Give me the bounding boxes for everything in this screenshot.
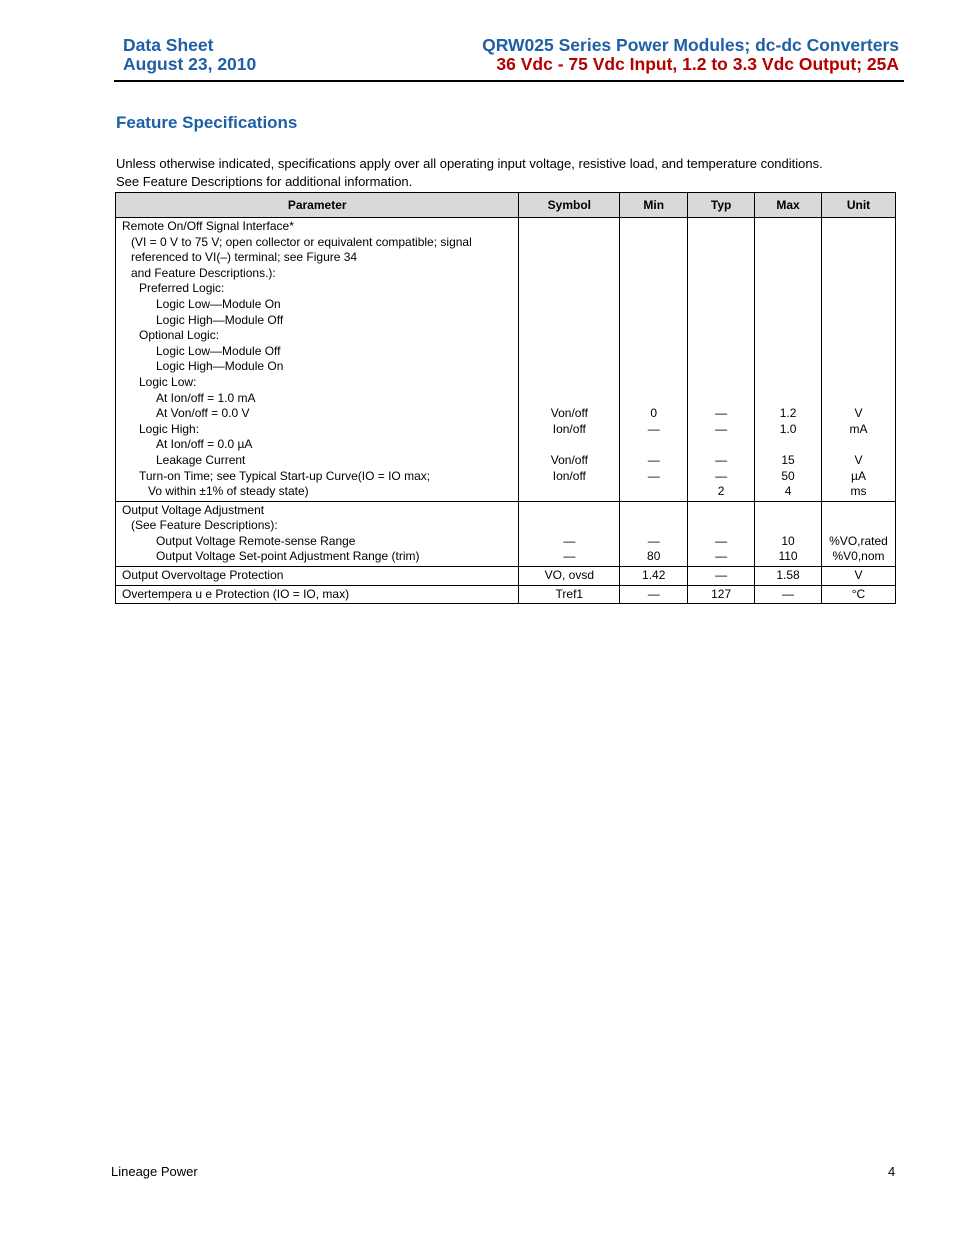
feature-spec-table bbox=[115, 192, 896, 604]
product-subtitle: 36 Vdc - 75 Vdc Input, 1.2 to 3.3 Vdc Output; 25A bbox=[496, 54, 899, 74]
cell-symbol bbox=[519, 585, 620, 604]
param-line: Optional Logic: bbox=[139, 328, 220, 343]
min-value: 0 bbox=[650, 406, 658, 421]
doc-header-left bbox=[123, 36, 256, 74]
typ-value: — bbox=[715, 549, 728, 564]
header-divider bbox=[114, 80, 904, 82]
cell-unit bbox=[821, 501, 895, 566]
typ-value: — bbox=[715, 533, 728, 548]
cell-symbol bbox=[519, 218, 620, 502]
table-header-row bbox=[116, 193, 896, 218]
cell-unit bbox=[821, 218, 895, 502]
product-title: QRW025 Series Power Modules; dc-dc Converters bbox=[482, 35, 899, 55]
typ-value: — bbox=[715, 421, 728, 436]
param-line: At Von/off = 0.0 V bbox=[156, 406, 250, 421]
unit-value: %V0,nom bbox=[832, 549, 885, 564]
col-header-parameter: Parameter bbox=[116, 193, 519, 218]
unit-value: °C bbox=[851, 586, 866, 601]
cell-max bbox=[755, 218, 822, 502]
max-value: 4 bbox=[784, 484, 792, 499]
min-value: — bbox=[647, 421, 660, 436]
unit-value: V bbox=[854, 452, 863, 467]
max-value: 50 bbox=[781, 468, 795, 483]
col-header-max: Max bbox=[755, 193, 822, 218]
max-value: 10 bbox=[781, 533, 795, 548]
cell-unit bbox=[821, 585, 895, 604]
typ-value: — bbox=[715, 452, 728, 467]
symbol-value: Von/off bbox=[550, 406, 588, 421]
param-line: referenced to VI(–) terminal; see Figure 34 bbox=[131, 250, 358, 265]
max-value: 15 bbox=[781, 452, 795, 467]
typ-value: 127 bbox=[711, 586, 732, 601]
col-header-symbol: Symbol bbox=[519, 193, 620, 218]
param-line: Logic High: bbox=[139, 421, 200, 436]
cell-parameter bbox=[116, 501, 519, 566]
param-line: (See Feature Descriptions): bbox=[131, 518, 278, 533]
symbol-value: Ion/off bbox=[552, 421, 586, 436]
col-header-typ: Typ bbox=[688, 193, 755, 218]
param-line: Logic Low: bbox=[139, 374, 197, 389]
param-line: At Ion/off = 0.0 µA bbox=[156, 437, 253, 452]
param-line: Logic High—Module Off bbox=[156, 312, 284, 327]
typ-value: — bbox=[715, 406, 728, 421]
symbol-value: Von/off bbox=[550, 452, 588, 467]
param-line: Turn-on Time; see Typical Start-up Curve(IO = IO max; bbox=[139, 468, 431, 483]
symbol-value: Tref1 bbox=[555, 586, 584, 601]
param-line: Overtempera u e Protection (IO = IO, max) bbox=[122, 586, 350, 601]
symbol-value: — bbox=[563, 549, 576, 564]
section-title: Feature Specifications bbox=[116, 113, 298, 132]
page-number: 4 bbox=[888, 1164, 896, 1179]
param-line: Logic High—Module On bbox=[156, 359, 284, 374]
cell-max bbox=[755, 585, 822, 604]
param-line: Output Voltage Set-point Adjustment Range (trim) bbox=[156, 549, 420, 564]
unit-value: %VO,rated bbox=[829, 533, 888, 548]
doc-header-right bbox=[482, 36, 899, 74]
min-value: 80 bbox=[647, 549, 661, 564]
intro-line-2: See Feature Descriptions for additional information. bbox=[116, 174, 413, 189]
table-row bbox=[116, 585, 896, 604]
cell-parameter bbox=[116, 585, 519, 604]
doc-date: August 23, 2010 bbox=[123, 54, 257, 74]
param-line: Output Overvoltage Protection bbox=[122, 568, 284, 583]
symbol-value: VO, ovsd bbox=[544, 568, 594, 583]
max-value: — bbox=[782, 586, 795, 601]
param-line: Vo within ±1% of steady state) bbox=[148, 484, 309, 499]
param-line: At Ion/off = 1.0 mA bbox=[156, 390, 256, 405]
typ-value: — bbox=[715, 468, 728, 483]
table-row bbox=[116, 218, 896, 502]
cell-symbol bbox=[519, 567, 620, 586]
cell-max bbox=[755, 501, 822, 566]
col-header-unit: Unit bbox=[821, 193, 895, 218]
min-value: — bbox=[647, 468, 660, 483]
cell-typ bbox=[688, 218, 755, 502]
param-line: (VI = 0 V to 75 V; open collector or equivalent compatible; signal bbox=[131, 234, 472, 249]
cell-min bbox=[620, 218, 688, 502]
max-value: 1.2 bbox=[779, 406, 797, 421]
unit-value: ms bbox=[850, 484, 867, 499]
cell-parameter bbox=[116, 567, 519, 586]
cell-typ bbox=[688, 501, 755, 566]
max-value: 1.58 bbox=[776, 568, 800, 583]
cell-min bbox=[620, 585, 688, 604]
param-line: Output Voltage Remote-sense Range bbox=[156, 533, 356, 548]
param-line: and Feature Descriptions.): bbox=[131, 265, 276, 280]
unit-value: V bbox=[854, 568, 863, 583]
min-value: — bbox=[647, 452, 660, 467]
param-line: Logic Low—Module Off bbox=[156, 343, 281, 358]
unit-value: µA bbox=[851, 468, 866, 483]
unit-value: V bbox=[854, 406, 863, 421]
table-row bbox=[116, 567, 896, 586]
max-value: 110 bbox=[778, 549, 798, 564]
cell-typ bbox=[688, 567, 755, 586]
min-value: — bbox=[647, 533, 660, 548]
cell-max bbox=[755, 567, 822, 586]
typ-value: 2 bbox=[717, 484, 725, 499]
cell-unit bbox=[821, 567, 895, 586]
col-header-min: Min bbox=[620, 193, 688, 218]
param-line: Remote On/Off Signal Interface* bbox=[122, 219, 294, 233]
cell-typ bbox=[688, 585, 755, 604]
symbol-value: — bbox=[563, 533, 576, 548]
param-line: Leakage Current bbox=[156, 452, 246, 467]
cell-min bbox=[620, 567, 688, 586]
unit-value: mA bbox=[849, 421, 868, 436]
intro-line-1: Unless otherwise indicated, specifications apply over all operating input voltage, resistive load, and temperature conditions. bbox=[116, 156, 823, 171]
typ-value: — bbox=[715, 568, 728, 583]
doc-type: Data Sheet bbox=[123, 35, 214, 55]
cell-min bbox=[620, 501, 688, 566]
cell-symbol bbox=[519, 501, 620, 566]
param-line: Preferred Logic: bbox=[139, 281, 225, 296]
min-value: — bbox=[647, 586, 660, 601]
symbol-value: Ion/off bbox=[552, 468, 586, 483]
table-row bbox=[116, 501, 896, 566]
cell-parameter bbox=[116, 218, 519, 502]
param-line: Output Voltage Adjustment bbox=[122, 502, 265, 517]
min-value: 1.42 bbox=[642, 568, 666, 583]
footer-company: Lineage Power bbox=[111, 1164, 198, 1179]
max-value: 1.0 bbox=[779, 421, 797, 436]
param-line: Logic Low—Module On bbox=[156, 296, 281, 311]
intro-text bbox=[116, 155, 906, 191]
